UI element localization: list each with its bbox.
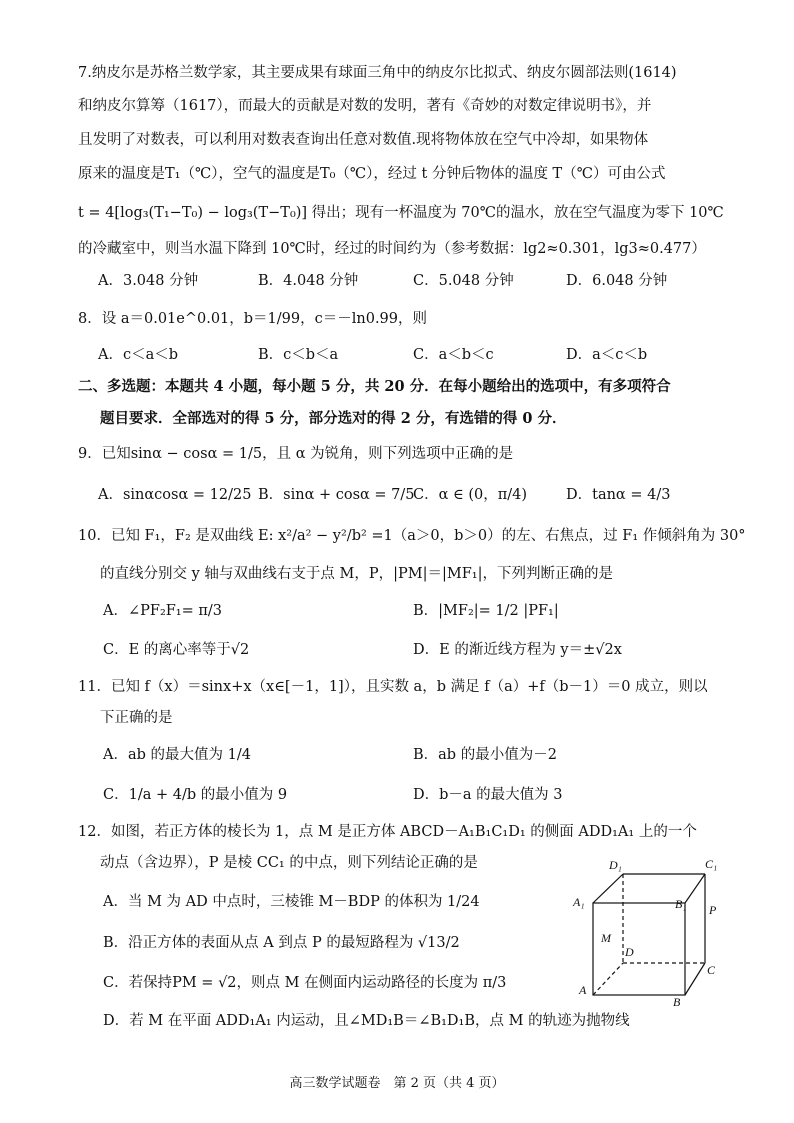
q11-option-a: A．ab 的最大值为 1/4: [103, 747, 251, 763]
q11-option-c: C．1/a + 4/b 的最小值为 9: [103, 787, 288, 803]
label-D1: D₁: [609, 858, 622, 872]
q10-option-b: B．|MF₂|= 1/2 |PF₁|: [413, 603, 559, 619]
q7-option-d: D．6.048 分钟: [566, 273, 668, 289]
q12-line-1: 12．如图，若正方体的棱长为 1，点 M 是正方体 ABCD－A₁B₁C₁D₁ 的侧面 ADD₁A₁ 上的一个: [78, 824, 697, 840]
label-A: A: [579, 983, 587, 997]
q12-option-c: C．若保持PM = √2，则点 M 在侧面内运动路径的长度为 π/3: [103, 975, 507, 991]
cube-front-face: [593, 903, 685, 995]
q12-option-a: A．当 M 为 AD 中点时，三棱锥 M－BDP 的体积为 1/24: [103, 894, 480, 910]
q7-option-c: C．5.048 分钟: [413, 273, 514, 289]
label-A1: A₁: [573, 895, 585, 909]
q8-option-d: D．a＜c＜b: [566, 347, 648, 363]
label-B1: B₁: [675, 897, 687, 911]
label-C: C: [707, 963, 716, 977]
q7-line-6: 的冷藏室中，则当水温下降到 10℃时，经过的时间约为（参考数据：lg2≈0.301，lg3≈0.477）: [78, 241, 706, 257]
section2-heading-line-2: 题目要求．全部选对的得 5 分，部分选对的得 2 分，有选错的得 0 分．: [100, 410, 567, 427]
q12-option-d: D．若 M 在平面 ADD₁A₁ 内运动，且∠MD₁B＝∠B₁D₁B，点 M 的轨迹为抛物线: [103, 1013, 630, 1029]
q10-option-c: C．E 的离心率等于√2: [103, 642, 250, 658]
q9-option-a: A．sinαcosα = 12/25: [98, 487, 252, 503]
q7-line-2: 和纳皮尔算筹（1617），而最大的贡献是对数的发明，著有《奇妙的对数定律说明书》，并: [78, 98, 652, 114]
q7-line-3: 且发明了对数表，可以利用对数表查询出任意对数值.现将物体放在空气中冷却，如果物体: [78, 132, 649, 148]
q12-option-b: B．沿正方体的表面从点 A 到点 P 的最短路程为 √13/2: [103, 935, 460, 951]
label-C1: C₁: [705, 857, 718, 871]
cube-figure: [565, 848, 735, 1008]
q10-option-d: D．E 的渐近线方程为 y＝±√2x: [413, 642, 622, 658]
section2-heading-line-1: 二、多选题：本题共 4 小题，每小题 5 分，共 20 分．在每小题给出的选项中，有多项符合: [78, 378, 671, 395]
q12-line-2: 动点（含边界），P 是棱 CC₁ 的中点，则下列结论正确的是: [100, 855, 478, 871]
q7-formula-line: t = 4[log₃(T₁−T₀) − log₃(T−T₀)] 得出；现有一杯温度为 70℃的温水，放在空气温度为零下 10℃: [78, 205, 724, 221]
q9-option-b: B．sinα + cosα = 7/5: [258, 487, 415, 503]
q8-option-c: C．a＜b＜c: [413, 347, 494, 363]
q11-line-2: 下正确的是: [100, 710, 173, 726]
q10-line-2: 的直线分别交 y 轴与双曲线右支于点 M，P，|PM|＝|MF₁|，下列判断正确的是: [100, 566, 613, 582]
label-B: B: [673, 995, 681, 1008]
q8-option-b: B．c＜b＜a: [258, 347, 339, 363]
q9-option-d: D．tanα = 4/3: [566, 487, 671, 503]
q9-option-c: C．α ∈ (0，π/4): [413, 487, 528, 503]
q11-line-1: 11．已知 f（x）＝sinx+x（x∈[－1，1]），且实数 a，b 满足 f（a）+f（b－1）＝0 成立，则以: [78, 679, 708, 695]
label-D: D: [625, 945, 634, 959]
q8-stem: 8．设 a＝0.01e^0.01，b＝1/99，c＝－ln0.99，则: [78, 311, 428, 327]
q10-option-a: A．∠PF₂F₁= π/3: [103, 603, 223, 619]
q7-line-1: 7.纳皮尔是苏格兰数学家，其主要成果有球面三角中的纳皮尔比拟式、纳皮尔圆部法则(1614): [78, 65, 677, 81]
page-footer: 高三数学试题卷 第 2 页（共 4 页）: [289, 1076, 505, 1091]
q9-stem: 9．已知sinα − cosα = 1/5，且 α 为锐角，则下列选项中正确的是: [78, 446, 514, 462]
q7-line-4: 原来的温度是T₁（℃），空气的温度是T₀（℃），经过 t 分钟后物体的温度 T（℃）可由公式: [78, 166, 666, 182]
q11-option-d: D．b－a 的最大值为 3: [413, 787, 563, 803]
q10-line-1: 10．已知 F₁，F₂ 是双曲线 E: x²/a² − y²/b² =1（a＞0，b＞0）的左、右焦点，过 F₁ 作倾斜角为 30°: [78, 528, 746, 544]
q8-option-a: A．c＜a＜b: [98, 347, 179, 363]
label-P: P: [709, 903, 717, 917]
label-M: M: [601, 931, 611, 945]
q7-option-a: A．3.048 分钟: [98, 273, 199, 289]
q7-option-b: B．4.048 分钟: [258, 273, 359, 289]
q11-option-b: B．ab 的最小值为－2: [413, 747, 557, 763]
